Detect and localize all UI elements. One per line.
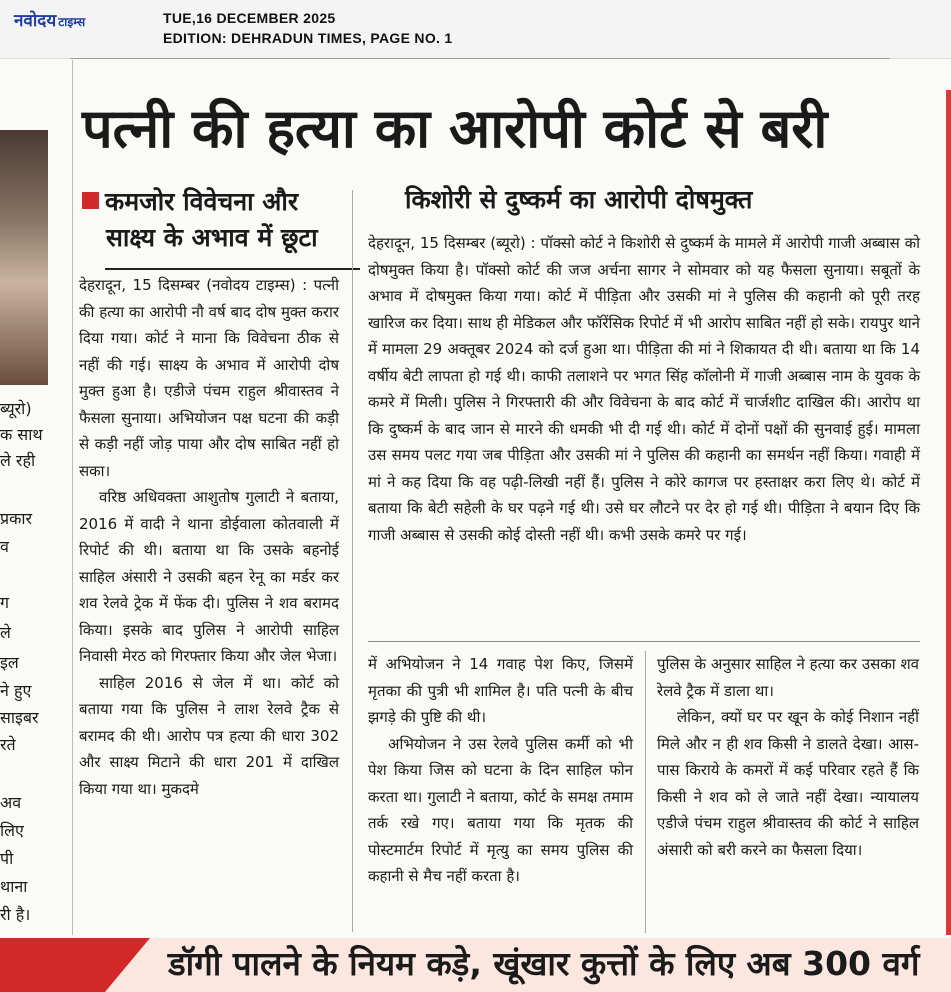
article-paragraph: साहिल 2016 से जेल में था। कोर्ट को बताया गया कि पुलिस ने लाश रेलवे ट्रैक से बरामद की थी। आरोप पत्र हत्या की धारा 302 और साक्ष्य मिटाने की धारा 201 में दाखिल किया गया था। मुकदमे [79,673,339,798]
subhead-line-2: साक्ष्य के अभाव में छूटा [106,223,318,252]
column-divider [352,190,353,932]
article-paragraph: अभियोजन ने उस रेलवे पुलिस कर्मी को भी पेश किया जिस को घटना के दिन साहिल फोन करता था। गुलाटी ने बताया, कोर्ट के समक्ष तमाम तर्क रखे गए। बताया गया कि मृतक की पोस्टमार्टम रिपोर्ट में मृत्यु का समय पुलिस की कहानी से मैच नहीं करता है। [368,734,633,885]
edition-info [163,8,452,48]
article-paragraph: वरिष्ठ अधिवक्ता आशुतोष गुलाटी ने बताया, 2016 में वादी ने थाना डोईवाला कोतवाली में रिपोर्ट की थी। बताया था कि उसके बहनोई साहिल अंसारी ने उसकी बहन रेनू का मर्डर कर शव रेलवे ट्रेक में फेंक दी। पुलिस ने शव बरामद किया। इसके बाद पुलिस ने आरोपी साहिल निवासी मेरठ को गिरफ्तार किया और जेल भेजा। [79,488,339,665]
fragment-line: ब्यूरो) [0,399,32,418]
second-article-body [368,230,920,548]
fragment-line: ग [0,593,10,612]
article-paragraph: देहरादून, 15 दिसम्बर (नवोदय टाइम्स) : पत्नी की हत्या का आरोपी नौ वर्ष बाद दोष मुक्त करार दिया गया। कोर्ट ने माना कि विवेचना ठीक से नहीं की गई। साक्ष्य के अभाव में आरोपी दोष मुक्त हुआ है। एडीजे पंचम राहुल श्रीवास्तव ने फैसला सुनाया। अभियोजन पक्ष घटना की कड़ी से कड़ी नहीं जोड़ पाया और दोष साबित नहीं हो सका। [79,276,339,480]
fragment-line: ले [0,623,11,642]
fragment-line: रते [0,735,16,754]
newspaper-logo[interactable] [14,8,85,31]
fragment-line: ले रही [0,451,36,470]
brand-sub: टाइम्स [58,15,86,29]
column-divider [645,651,646,933]
second-article-headline: किशोरी से दुष्कर्म का आरोपी दोषमुक्त [405,185,753,214]
fragment-line: साइबर [0,708,39,727]
article-subheading [82,184,352,256]
clipped-text-edge [70,58,890,70]
red-square-icon [82,192,99,209]
subhead-line-1: कमजोर विवेचना और [105,187,299,216]
fragment-line: पी [0,849,14,868]
fragment-line: अव [0,793,22,812]
issue-date: TUE,16 DECEMBER 2025 [163,10,336,26]
fragment-line: क साथ [0,425,43,444]
fragment-line: लिए [0,821,24,840]
article-column-3 [657,651,919,863]
fragment-line: री है। [0,905,31,924]
partial-photo [0,130,48,385]
article-paragraph: में अभियोजन ने 14 गवाह पेश किए, जिसमें मृतका की पुत्री भी शामिल है। पति पत्नी के बीच झगड़े की पुष्टि की थी। [368,655,633,726]
article-paragraph: लेकिन, क्यों घर पर खून के कोई निशान नहीं मिले और न ही शव किसी ने डालते देखा। आस-पास किराये के कमरों में कई परिवार रहते हैं कि किसी ने शव को ले जाते नहीं देखा। न्यायालय एडीजे पंचम राहुल श्रीवास्तव की कोर्ट ने साहिल अंसारी को बरी करने का फैसला दिया। [657,708,919,859]
main-headline: पत्नी की हत्या का आरोपी कोर्ट से बरी [82,97,828,160]
adjacent-column-fragment [0,60,73,935]
fragment-line: थाना [0,877,28,896]
fragment-line: इल [0,653,19,672]
article-column-1 [79,272,339,802]
bottom-banner [0,938,951,992]
subhead-underline [105,268,360,270]
section-divider [368,641,920,642]
fragment-line: व [0,537,9,556]
fragment-line: ने हुए [0,681,32,700]
article-column-2 [368,651,633,890]
top-bar [0,0,951,59]
page-edge-marker [946,90,951,935]
article-paragraph: देहरादून, 15 दिसम्बर (ब्यूरो) : पॉक्सो कोर्ट ने किशोरी से दुष्कर्म के मामले में आरोपी गाजी अब्बास को दोषमुक्त किया है। पॉक्सो कोर्ट की जज अर्चना सागर ने सोमवार को यह फैसला सुनाया। सबूतों के अभाव में दोषमुक्त किया गया। कोर्ट में पीड़िता और उसकी मां ने पुलिस की कहानी को पूरी तरह खारिज कर दिया। साथ ही मेडिकल और फॉरेंसिक रिपोर्ट में भी आरोप साबित नहीं हो सके। रायपुर थाने में मामला 29 अक्तूबर 2024 को दर्ज हुआ था। पीड़िता की मां ने शिकायत दी थी। बताया था कि 14 वर्षीय बेटी लापता हो गई थी। काफी तलाशने पर भगत सिंह कॉलोनी में गाजी अब्बास नाम के युवक के कमरे में मिली। पुलिस ने गिरफ्तारी की और विवेचना के बाद कोर्ट में चार्जशीट दाखिल की। आरोप था कि दुष्कर्म के बाद जान से मारने की धमकी भी दी गई थी। कोर्ट में दोनों पक्षों की सुनवाई हुई। मामला उस समय पलट गया जब पीड़िता और उसकी मां ने पुलिस की कहानी का समर्थन नहीं किया। गवाही में मां ने कह दिया कि वह पढ़ी-लिखी नहीं हैं। पुलिस ने कोरे कागज पर हस्ताक्षर करा लिए थे। कोर्ट में बताया कि बेटी सहेली के घर पढ़ने गई थी। उसे घर लौटने पर देर हो गई थी। पीड़िता ने बयान दिए कि गाजी अब्बास से उसकी कोई दोस्ती नहीं थी। कभी उसके कमरे पर गई। [368,234,920,544]
article-paragraph: पुलिस के अनुसार साहिल ने हत्या कर उसका शव रेलवे ट्रैक में डाला था। [657,655,919,700]
edition-label: EDITION: DEHRADUN TIMES, PAGE NO. 1 [163,30,453,46]
banner-accent-stripe [0,938,150,992]
banner-headline: डॉगी पालने के नियम कड़े, खूंखार कुत्तों के लिए अब 300 वर्ग [168,944,920,983]
brand-name: नवोदय [14,11,57,31]
fragment-line: प्रकार [0,509,33,528]
